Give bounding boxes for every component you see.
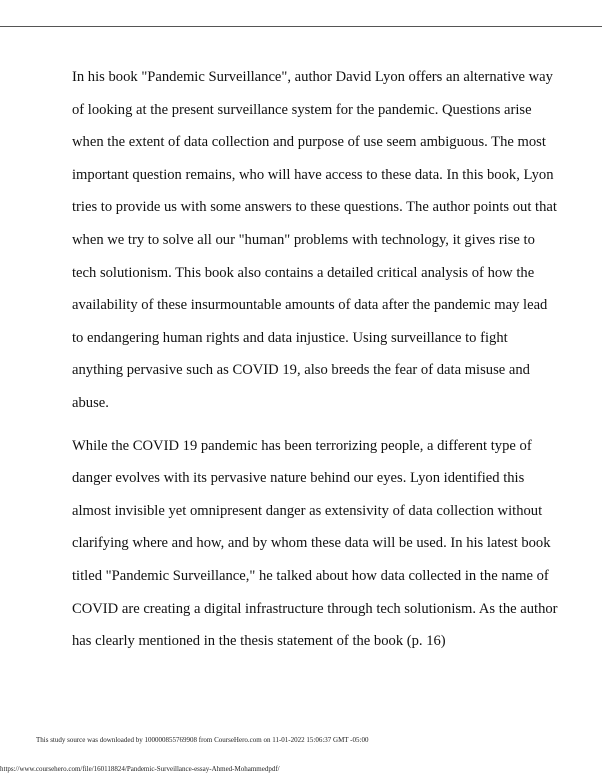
text-line: to endangering human rights and data injustice. Using surveillance to fight [72, 329, 508, 346]
text-line: titled "Pandemic Surveillance," he talked about how data collected in the name of [72, 567, 549, 584]
header-divider [0, 26, 602, 27]
download-source-notice: This study source was downloaded by 100000855769908 from CourseHero.com on 11-01-2022 15:06:37 GMT -05:00 [36, 736, 369, 744]
text-line: when we try to solve all our "human" problems with technology, it gives rise to [72, 231, 535, 248]
text-line: when the extent of data collection and purpose of use seem ambiguous. The most [72, 134, 546, 151]
text-line: clarifying where and how, and by whom these data will be used. In his latest book [72, 535, 551, 552]
paragraph-1 [72, 61, 557, 420]
text-line: In his book "Pandemic Surveillance", author David Lyon offers an alternative way [72, 69, 553, 85]
text-line: anything pervasive such as COVID 19, also breeds the fear of data misuse and [72, 362, 530, 379]
text-line: COVID are creating a digital infrastructure through tech solutionism. As the author [72, 600, 558, 617]
text-line: has clearly mentioned in the thesis statement of the book (p. 16) [72, 633, 446, 650]
text-line: availability of these insurmountable amounts of data after the pandemic may lead [72, 297, 548, 314]
source-url[interactable]: https://www.coursehero.com/file/160118824/Pandemic-Surveillance-essay-Ahmed-Mohammedpdf/ [0, 765, 280, 773]
text-line: important question remains, who will have access to these data. In this book, Lyon [72, 166, 554, 183]
text-line: almost invisible yet omnipresent danger as extensivity of data collection without [72, 502, 543, 519]
text-line: abuse. [72, 394, 109, 411]
paragraph-2 [72, 430, 558, 658]
text-line: tries to provide us with some answers to these questions. The author points out that [72, 199, 557, 216]
document-body [72, 61, 558, 658]
text-line: While the COVID 19 pandemic has been terrorizing people, a different type of [72, 437, 532, 454]
text-line: of looking at the present surveillance system for the pandemic. Questions arise [72, 101, 532, 118]
text-line: tech solutionism. This book also contains a detailed critical analysis of how the [72, 264, 535, 281]
text-line: danger evolves with its pervasive nature behind our eyes. Lyon identified this [72, 470, 525, 487]
